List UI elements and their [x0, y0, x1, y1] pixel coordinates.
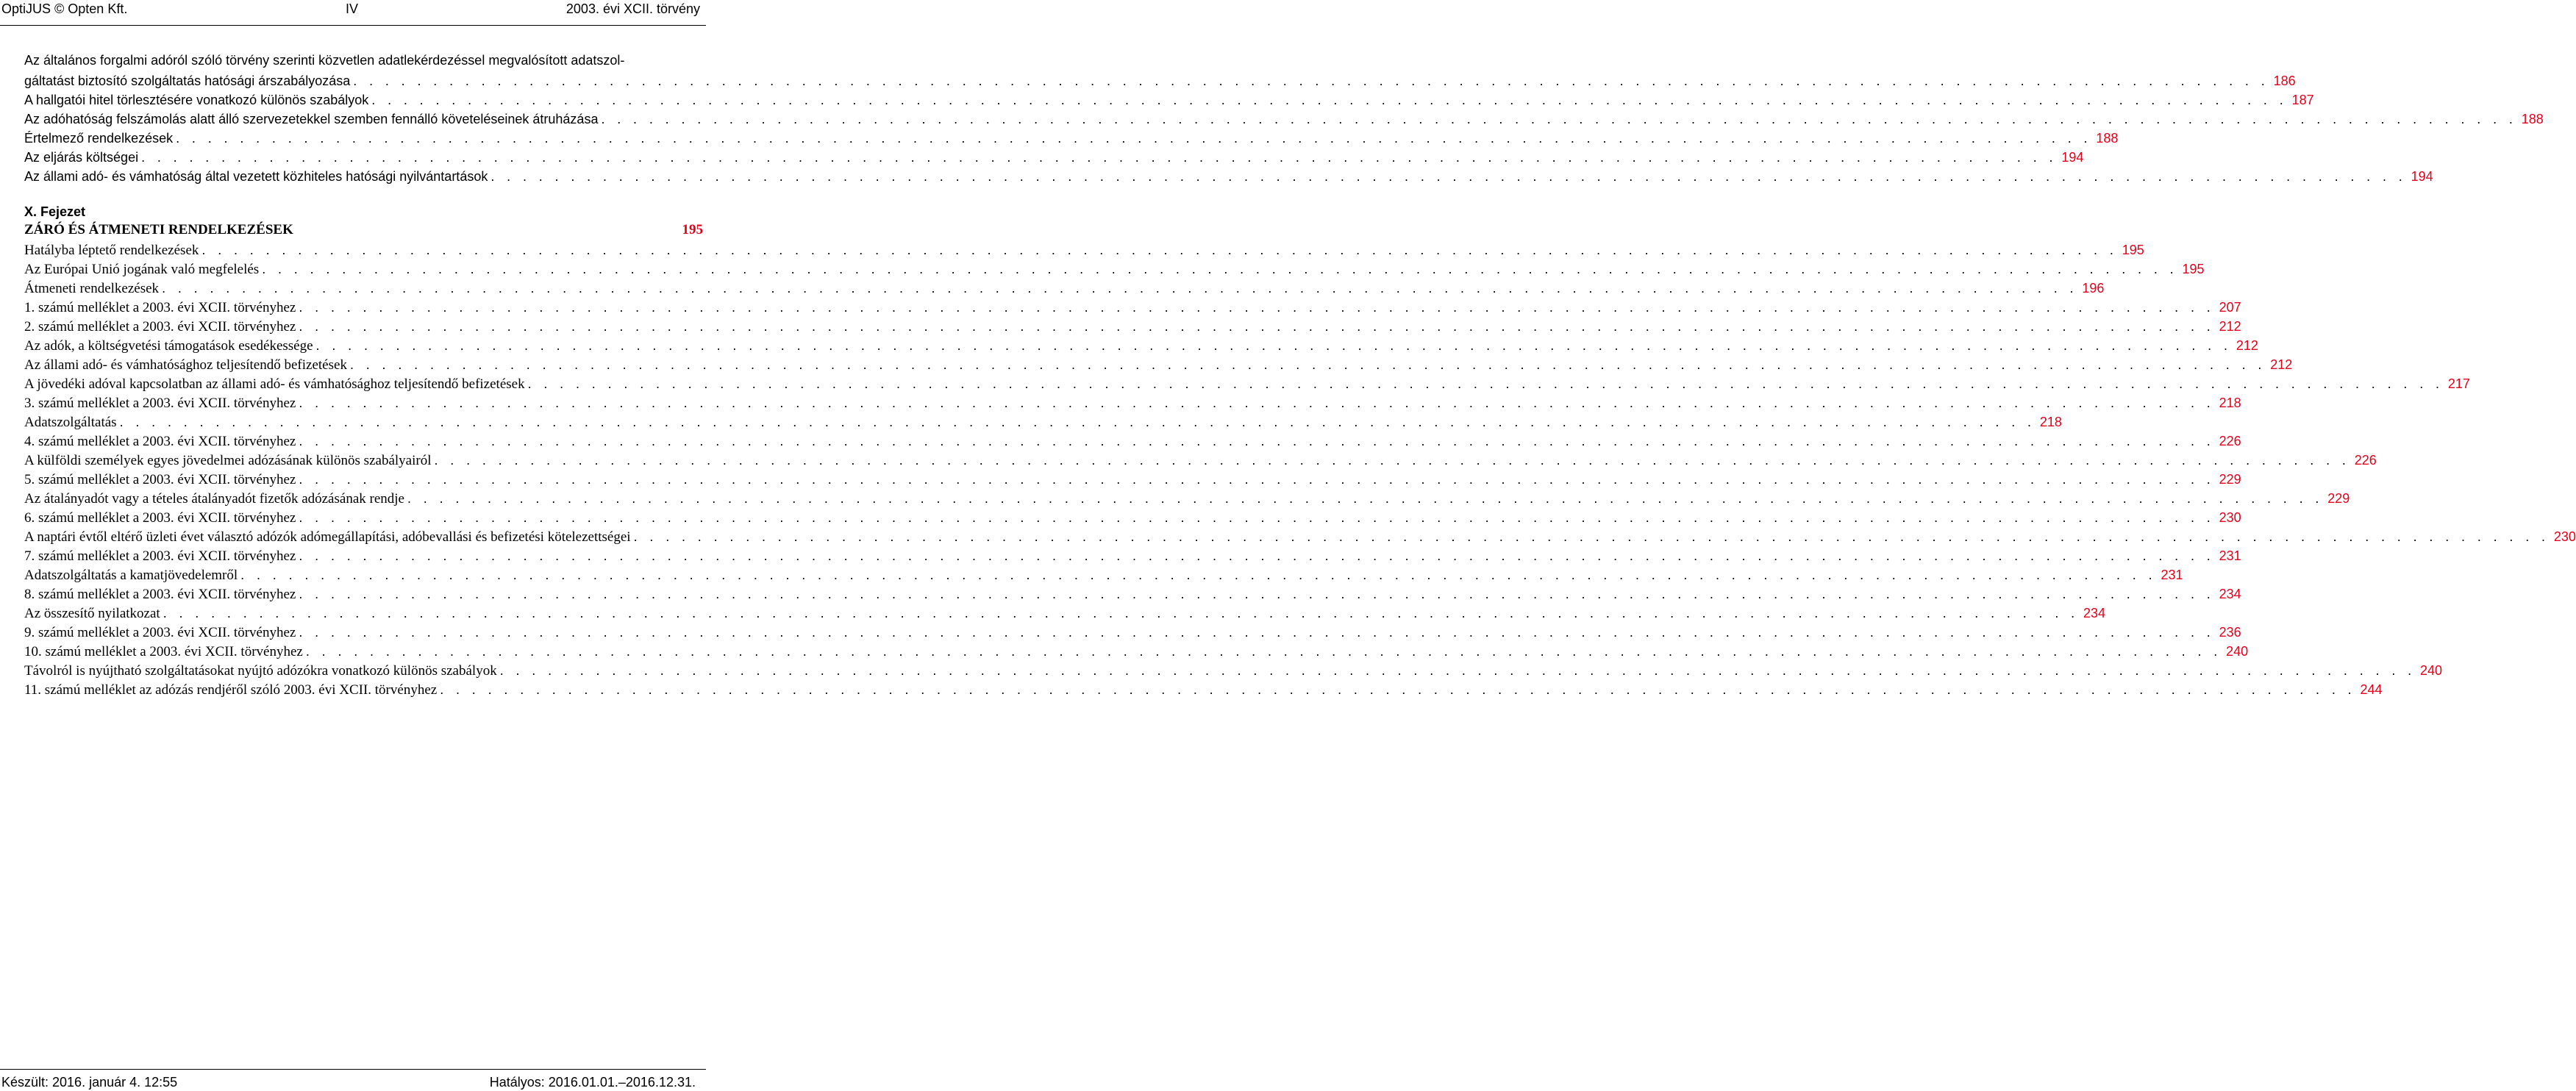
header-page-number: IV — [346, 1, 359, 16]
toc-entry-title: Adatszolgáltatás a kamatjövedelemről — [24, 567, 240, 584]
toc-leader-dots: . . . . . . . . . . . . . . . . . . . . . . . . . . . . . . . . . . . . . . . . . . . . . . . . . . . . . . . . . . . . . . . . . . . . . . . . . . . . . . . . . . . . . . . . . . . . . . . . . . . . . . . . . . . . . . . . . . . . . . . . — [299, 587, 2215, 601]
toc-entry[interactable] — [24, 298, 2241, 316]
toc-entry-page: 194 — [2061, 150, 2084, 165]
toc-leader-dots: . . . . . . . . . . . . . . . . . . . . . . . . . . . . . . . . . . . . . . . . . . . . . . . . . . . . . . . . . . . . . . . . . . . . . . . . . . . . . . . . . . . . . . . . . . . . . . . . . . . . . . . . . . . . . . . . . . . . . . . . — [407, 491, 2324, 506]
toc-leader-dots: . . . . . . . . . . . . . . . . . . . . . . . . . . . . . . . . . . . . . . . . . . . . . . . . . . . . . . . . . . . . . . . . . . . . . . . . . . . . . . . . . . . . . . . . . . . . . . . . . . . . . . . . . . . . . . . . . . . . . . . . — [353, 74, 2269, 88]
toc-entry[interactable] — [24, 279, 2105, 297]
toc-entry[interactable] — [24, 356, 2293, 373]
toc-entry-page: 234 — [2083, 606, 2106, 620]
toc-entry[interactable] — [24, 91, 2314, 109]
toc-leader-dots: . . . . . . . . . . . . . . . . . . . . . . . . . . . . . . . . . . . . . . . . . . . . . . . . . . . . . . . . . . . . . . . . . . . . . . . . . . . . . . . . . . . . . . . . . . . . . . . . . . . . . . . . . . . . . . . . . . . . . . . . — [141, 150, 2058, 165]
toc-entry-page: 212 — [2236, 338, 2258, 353]
toc-entry[interactable] — [24, 394, 2241, 412]
footer-effective: Hatályos: 2016.01.01.–2016.12.31. — [489, 1075, 696, 1090]
toc-entry-title: Az adók, a költségvetési támogatások esedékessége — [24, 337, 316, 355]
toc-leader-dots: . . . . . . . . . . . . . . . . . . . . . . . . . . . . . . . . . . . . . . . . . . . . . . . . . . . . . . . . . . . . . . . . . . . . . . . . . . . . . . . . . . . . . . . . . . . . . . . . . . . . . . . . . . . . . . . . . . . . . . . . — [201, 243, 2118, 257]
toc-entry-page: 240 — [2420, 663, 2443, 678]
toc-entry[interactable] — [24, 375, 2470, 393]
toc-leader-dots: . . . . . . . . . . . . . . . . . . . . . . . . . . . . . . . . . . . . . . . . . . . . . . . . . . . . . . . . . . . . . . . . . . . . . . . . . . . . . . . . . . . . . . . . . . . . . . . . . . . . . . . . . . . . . . . . . . . . . . . . — [299, 472, 2215, 487]
toc-entry-title: Az összesítő nyilatkozat — [24, 605, 163, 623]
toc-leader-dots: . . . . . . . . . . . . . . . . . . . . . . . . . . . . . . . . . . . . . . . . . . . . . . . . . . . . . . . . . . . . . . . . . . . . . . . . . . . . . . . . . . . . . . . . . . . . . . . . . . . . . . . . . . . . . . . . . . . . . . . . — [527, 376, 2444, 391]
page-header — [0, 0, 706, 22]
toc-entry-title: 10. számú melléklet a 2003. évi XCII. törvényhez — [24, 643, 306, 661]
toc-leader-dots: . . . . . . . . . . . . . . . . . . . . . . . . . . . . . . . . . . . . . . . . . . . . . . . . . . . . . . . . . . . . . . . . . . . . . . . . . . . . . . . . . . . . . . . . . . . . . . . . . . . . . . . . . . . . . . . . . . . . . . . . — [315, 338, 2232, 353]
toc-entry-first-line1[interactable]: Az általános forgalmi adóról szóló törvény szerinti közvetlen adatlekérdezéssel megvalósított adatszol- — [24, 53, 625, 68]
toc-leader-dots: . . . . . . . . . . . . . . . . . . . . . . . . . . . . . . . . . . . . . . . . . . . . . . . . . . . . . . . . . . . . . . . . . . . . . . . . . . . . . . . . . . . . . . . . . . . . . . . . . . . . . . . . . . . . . . . . . . . . . . . . — [262, 262, 2178, 276]
toc-entry[interactable] — [24, 337, 2258, 354]
toc-leader-dots: . . . . . . . . . . . . . . . . . . . . . . . . . . . . . . . . . . . . . . . . . . . . . . . . . . . . . . . . . . . . . . . . . . . . . . . . . . . . . . . . . . . . . . . . . . . . . . . . . . . . . . . . . . . . . . . . . . . . . . . . — [305, 644, 2222, 659]
toc-entry-page: 194 — [2411, 169, 2433, 184]
toc-leader-dots: . . . . . . . . . . . . . . . . . . . . . . . . . . . . . . . . . . . . . . . . . . . . . . . . . . . . . . . . . . . . . . . . . . . . . . . . . . . . . . . . . . . . . . . . . . . . . . . . . . . . . . . . . . . . . . . . . . . . . . . . — [633, 529, 2550, 544]
toc-entry-title: Távolról is nyújtható szolgáltatásokat nyújtó adózókra vonatkozó különös szabályok — [24, 662, 500, 680]
toc-entry-page: 230 — [2553, 529, 2576, 544]
toc-entry-page: 240 — [2226, 644, 2249, 659]
toc-entry-page: 230 — [2219, 510, 2241, 525]
toc-leader-dots: . . . . . . . . . . . . . . . . . . . . . . . . . . . . . . . . . . . . . . . . . . . . . . . . . . . . . . . . . . . . . . . . . . . . . . . . . . . . . . . . . . . . . . . . . . . . . . . . . . . . . . . . . . . . . . . . . . . . . . . . — [299, 434, 2215, 448]
toc-entry-title: 9. számú melléklet a 2003. évi XCII. törvényhez — [24, 624, 299, 642]
toc-entry-title: Az eljárás költségei — [24, 149, 141, 166]
toc-entry-title: gáltatást biztosító szolgáltatás hatósági árszabályozása — [24, 72, 353, 90]
toc-entry-title: 7. számú melléklet a 2003. évi XCII. törvényhez — [24, 548, 299, 565]
toc-leader-dots: . . . . . . . . . . . . . . . . . . . . . . . . . . . . . . . . . . . . . . . . . . . . . . . . . . . . . . . . . . . . . . . . . . . . . . . . . . . . . . . . . . . . . . . . . . . . . . . . . . . . . . . . . . . . . . . . . . . . . . . . — [299, 319, 2215, 334]
toc-leader-dots: . . . . . . . . . . . . . . . . . . . . . . . . . . . . . . . . . . . . . . . . . . . . . . . . . . . . . . . . . . . . . . . . . . . . . . . . . . . . . . . . . . . . . . . . . . . . . . . . . . . . . . . . . . . . . . . . . . . . . . . . — [434, 453, 2350, 468]
toc-entry-title: A jövedéki adóval kapcsolatban az állami adó- és vámhatósághoz teljesítendő befizetések — [24, 376, 528, 393]
toc-entry-title: 6. számú melléklet a 2003. évi XCII. törvényhez — [24, 509, 299, 527]
toc-entry-page: 195 — [2122, 243, 2144, 257]
toc-entry[interactable] — [24, 110, 2544, 128]
toc-entry[interactable] — [24, 604, 2106, 622]
toc-entry-title: Hatályba léptető rendelkezések — [24, 242, 201, 260]
toc-entry-title: 3. számú melléklet a 2003. évi XCII. törvényhez — [24, 395, 299, 412]
toc-entry[interactable] — [24, 413, 2062, 431]
toc-entry-title: A hallgatói hitel törlesztésére vonatkozó különös szabályok — [24, 91, 371, 109]
toc-entry[interactable] — [24, 681, 2383, 698]
toc-entry[interactable] — [24, 471, 2241, 488]
chapter-title: ZÁRÓ ÉS ÁTMENETI RENDELKEZÉSEK — [24, 222, 293, 237]
toc-entry-page: 188 — [2521, 112, 2544, 126]
toc-entry-page: 186 — [2273, 74, 2296, 88]
toc-entry-page: 229 — [2327, 491, 2350, 506]
toc-entry[interactable] — [24, 662, 2443, 679]
toc-entry-page: 218 — [2219, 396, 2241, 410]
toc-entry-title: A külföldi személyek egyes jövedelmei adózásának különös szabályairól — [24, 452, 434, 470]
chapter-number: X. Fejezet — [24, 204, 86, 219]
toc-entry-page: 217 — [2447, 376, 2470, 391]
toc-entry-first[interactable] — [24, 72, 2296, 90]
toc-leader-dots: . . . . . . . . . . . . . . . . . . . . . . . . . . . . . . . . . . . . . . . . . . . . . . . . . . . . . . . . . . . . . . . . . . . . . . . . . . . . . . . . . . . . . . . . . . . . . . . . . . . . . . . . . . . . . . . . . . . . . . . . — [299, 300, 2215, 315]
toc-entry-title: Adatszolgáltatás — [24, 414, 120, 432]
toc-entry-page: 229 — [2219, 472, 2241, 487]
toc-entry-title: 11. számú melléklet az adózás rendjéről szóló 2003. évi XCII. törvényhez — [24, 682, 440, 699]
toc-leader-dots: . . . . . . . . . . . . . . . . . . . . . . . . . . . . . . . . . . . . . . . . . . . . . . . . . . . . . . . . . . . . . . . . . . . . . . . . . . . . . . . . . . . . . . . . . . . . . . . . . . . . . . . . . . . . . . . . . . . . . . . . — [299, 510, 2215, 525]
toc-entry-page: 207 — [2219, 300, 2241, 315]
toc-entry[interactable] — [24, 643, 2249, 660]
toc-leader-dots: . . . . . . . . . . . . . . . . . . . . . . . . . . . . . . . . . . . . . . . . . . . . . . . . . . . . . . . . . . . . . . . . . . . . . . . . . . . . . . . . . . . . . . . . . . . . . . . . . . . . . . . . . . . . . . . . . . . . . . . . — [299, 625, 2215, 640]
toc-entry[interactable] — [24, 451, 2377, 469]
toc-entry[interactable] — [24, 149, 2084, 166]
footer-rule — [0, 1069, 706, 1070]
chapter-page: 195 — [682, 222, 703, 237]
toc-entry-title: Az állami adó- és vámhatósághoz teljesítendő befizetések — [24, 357, 350, 374]
page-footer — [0, 1073, 706, 1091]
toc-entry-title: A naptári évtől eltérő üzleti évet választó adózók adómegállapítási, adóbevallási és befizetési kötelezettségei — [24, 529, 634, 546]
toc-entry[interactable] — [24, 547, 2241, 565]
header-publisher: OptiJUS © Opten Kft. — [1, 1, 128, 16]
toc-entry-page: 231 — [2219, 548, 2241, 563]
toc-entry-page: 212 — [2270, 357, 2293, 372]
toc-entry[interactable] — [24, 585, 2241, 603]
toc-entry-page: 218 — [2039, 415, 2062, 429]
toc-entry[interactable] — [24, 490, 2350, 507]
header-law-title: 2003. évi XCII. törvény — [565, 1, 700, 16]
toc-entry-title: 4. számú melléklet a 2003. évi XCII. törvényhez — [24, 433, 299, 451]
toc-entry[interactable] — [24, 318, 2241, 335]
toc-entry-page: 187 — [2291, 93, 2314, 107]
toc-entry-page: 226 — [2354, 453, 2377, 468]
toc-leader-dots: . . . . . . . . . . . . . . . . . . . . . . . . . . . . . . . . . . . . . . . . . . . . . . . . . . . . . . . . . . . . . . . . . . . . . . . . . . . . . . . . . . . . . . . . . . . . . . . . . . . . . . . . . . . . . . . . . . . . . . . . — [499, 663, 2416, 678]
toc-entry-page: 244 — [2360, 682, 2383, 697]
toc-leader-dots: . . . . . . . . . . . . . . . . . . . . . . . . . . . . . . . . . . . . . . . . . . . . . . . . . . . . . . . . . . . . . . . . . . . . . . . . . . . . . . . . . . . . . . . . . . . . . . . . . . . . . . . . . . . . . . . . . . . . . . . . — [601, 112, 2517, 126]
toc-entry-page: 234 — [2219, 587, 2241, 601]
toc-leader-dots: . . . . . . . . . . . . . . . . . . . . . . . . . . . . . . . . . . . . . . . . . . . . . . . . . . . . . . . . . . . . . . . . . . . . . . . . . . . . . . . . . . . . . . . . . . . . . . . . . . . . . . . . . . . . . . . . . . . . . . . . — [371, 93, 2288, 107]
toc-entry-title: Átmeneti rendelkezések — [24, 280, 162, 298]
toc-leader-dots: . . . . . . . . . . . . . . . . . . . . . . . . . . . . . . . . . . . . . . . . . . . . . . . . . . . . . . . . . . . . . . . . . . . . . . . . . . . . . . . . . . . . . . . . . . . . . . . . . . . . . . . . . . . . . . . . . . . . . . . . — [440, 682, 2356, 697]
toc-entry-page: 231 — [2161, 568, 2183, 582]
toc-entry[interactable] — [24, 241, 2144, 259]
toc-entry-title: 2. számú melléklet a 2003. évi XCII. törvényhez — [24, 318, 299, 336]
toc-entry[interactable] — [24, 260, 2205, 278]
toc-entry[interactable] — [24, 528, 2576, 546]
toc-entry-title: 5. számú melléklet a 2003. évi XCII. törvényhez — [24, 471, 299, 489]
toc-entry[interactable] — [24, 566, 2183, 584]
toc-entry[interactable] — [24, 168, 2433, 185]
toc-leader-dots: . . . . . . . . . . . . . . . . . . . . . . . . . . . . . . . . . . . . . . . . . . . . . . . . . . . . . . . . . . . . . . . . . . . . . . . . . . . . . . . . . . . . . . . . . . . . . . . . . . . . . . . . . . . . . . . . . . . . . . . . — [240, 568, 2157, 582]
toc-entry[interactable] — [24, 509, 2241, 526]
footer-created: Készült: 2016. január 4. 12:55 — [1, 1075, 178, 1090]
toc-entry-page: 236 — [2219, 625, 2241, 640]
toc-entry-page: 195 — [2182, 262, 2205, 276]
toc-leader-dots: . . . . . . . . . . . . . . . . . . . . . . . . . . . . . . . . . . . . . . . . . . . . . . . . . . . . . . . . . . . . . . . . . . . . . . . . . . . . . . . . . . . . . . . . . . . . . . . . . . . . . . . . . . . . . . . . . . . . . . . . — [299, 548, 2215, 563]
toc-entry[interactable] — [24, 432, 2241, 450]
toc-leader-dots: . . . . . . . . . . . . . . . . . . . . . . . . . . . . . . . . . . . . . . . . . . . . . . . . . . . . . . . . . . . . . . . . . . . . . . . . . . . . . . . . . . . . . . . . . . . . . . . . . . . . . . . . . . . . . . . . . . . . . . . . — [299, 396, 2215, 410]
toc-entry-page: 188 — [2096, 131, 2119, 146]
toc-entry-title: Az átalányadót vagy a tételes átalányadót fizetők adózásának rendje — [24, 490, 407, 508]
toc-leader-dots: . . . . . . . . . . . . . . . . . . . . . . . . . . . . . . . . . . . . . . . . . . . . . . . . . . . . . . . . . . . . . . . . . . . . . . . . . . . . . . . . . . . . . . . . . . . . . . . . . . . . . . . . . . . . . . . . . . . . . . . . — [176, 131, 2092, 146]
toc-entry-page: 212 — [2219, 319, 2241, 334]
chapter-heading[interactable] — [24, 221, 703, 240]
toc-leader-dots: . . . . . . . . . . . . . . . . . . . . . . . . . . . . . . . . . . . . . . . . . . . . . . . . . . . . . . . . . . . . . . . . . . . . . . . . . . . . . . . . . . . . . . . . . . . . . . . . . . . . . . . . . . . . . . . . . . . . . . . . — [162, 281, 2078, 296]
toc-entry-title: Az Európai Unió jogának való megfelelés — [24, 261, 262, 279]
toc-entry-title: 8. számú melléklet a 2003. évi XCII. törvényhez — [24, 586, 299, 604]
toc-entry-page: 226 — [2219, 434, 2241, 448]
toc-entry-page: 196 — [2082, 281, 2105, 296]
toc-entry-title: Értelmező rendelkezések — [24, 129, 176, 147]
toc-leader-dots: . . . . . . . . . . . . . . . . . . . . . . . . . . . . . . . . . . . . . . . . . . . . . . . . . . . . . . . . . . . . . . . . . . . . . . . . . . . . . . . . . . . . . . . . . . . . . . . . . . . . . . . . . . . . . . . . . . . . . . . . — [119, 415, 2036, 429]
toc-entry[interactable] — [24, 129, 2119, 147]
toc-entry-title: Az adóhatóság felszámolás alatt álló szervezetekkel szemben fennálló követeléseinek átruházása — [24, 110, 601, 128]
toc-entry-title: Az állami adó- és vámhatóság által vezetett közhiteles hatósági nyilvántartások — [24, 168, 490, 185]
toc-leader-dots: . . . . . . . . . . . . . . . . . . . . . . . . . . . . . . . . . . . . . . . . . . . . . . . . . . . . . . . . . . . . . . . . . . . . . . . . . . . . . . . . . . . . . . . . . . . . . . . . . . . . . . . . . . . . . . . . . . . . . . . . — [349, 357, 2266, 372]
toc-entry[interactable] — [24, 623, 2241, 641]
toc-leader-dots: . . . . . . . . . . . . . . . . . . . . . . . . . . . . . . . . . . . . . . . . . . . . . . . . . . . . . . . . . . . . . . . . . . . . . . . . . . . . . . . . . . . . . . . . . . . . . . . . . . . . . . . . . . . . . . . . . . . . . . . . — [163, 606, 2080, 620]
toc-leader-dots: . . . . . . . . . . . . . . . . . . . . . . . . . . . . . . . . . . . . . . . . . . . . . . . . . . . . . . . . . . . . . . . . . . . . . . . . . . . . . . . . . . . . . . . . . . . . . . . . . . . . . . . . . . . . . . . . . . . . . . . . — [490, 169, 2407, 184]
toc-entry-title: 1. számú melléklet a 2003. évi XCII. törvényhez — [24, 299, 299, 317]
header-rule — [0, 25, 706, 26]
